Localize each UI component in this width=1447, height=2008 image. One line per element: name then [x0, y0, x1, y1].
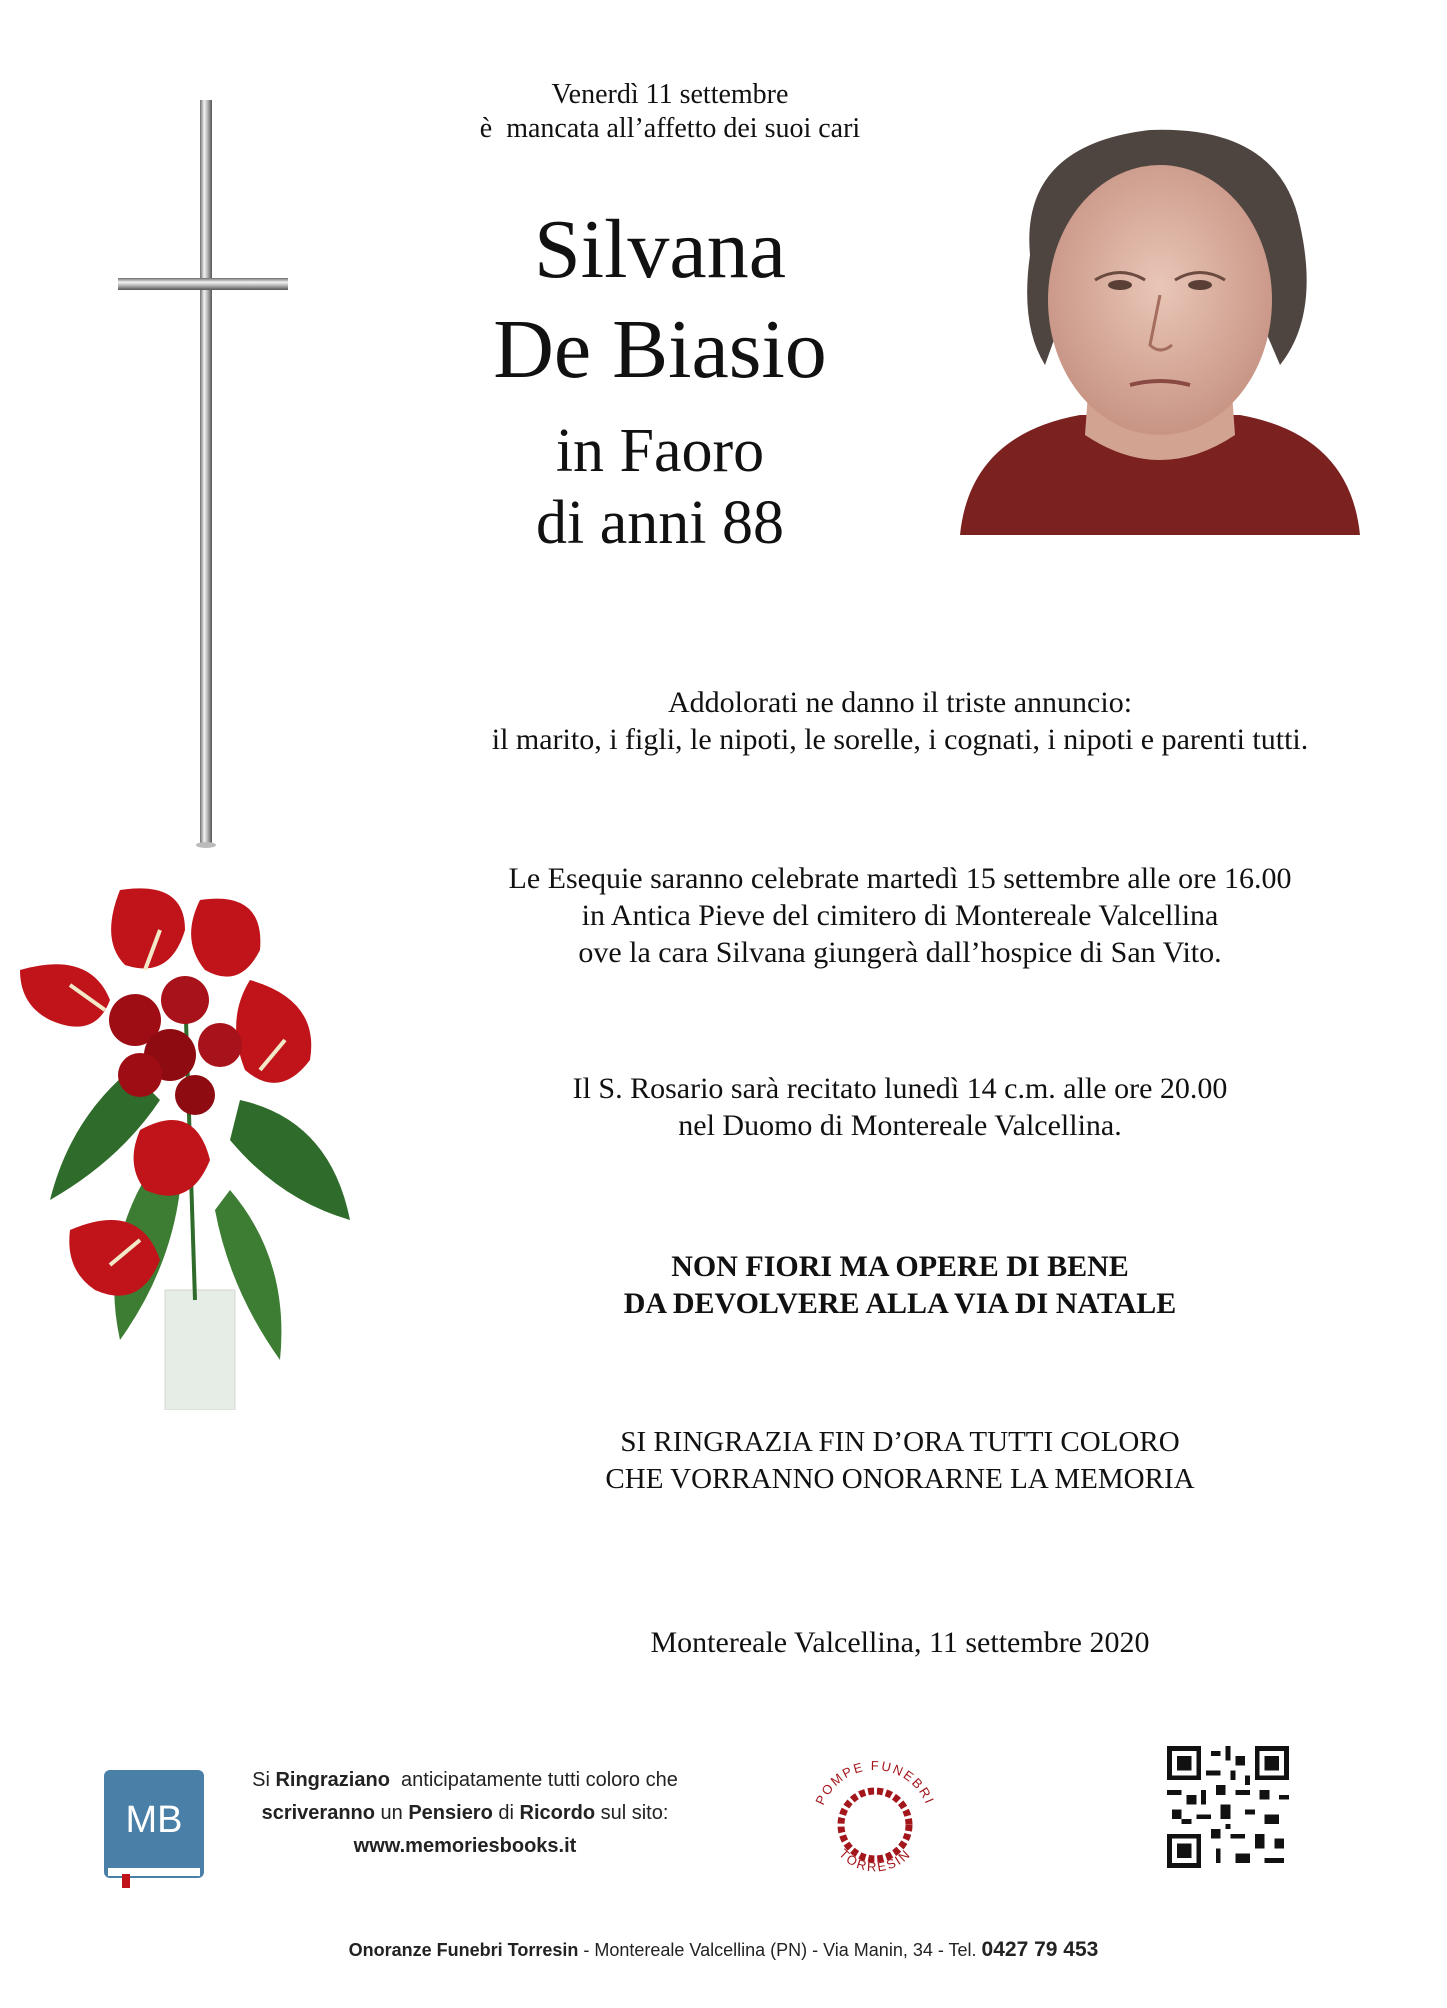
funeral-paragraph: [380, 860, 1420, 971]
deceased-name: [400, 200, 920, 400]
company-phone[interactable]: 0427 79 453: [981, 1938, 1099, 1961]
deceased-portrait: [950, 105, 1370, 555]
svg-text:POMPE FUNEBRI: [812, 1758, 937, 1807]
text-line: Addolorati ne danno il triste annuncio:: [667, 686, 1133, 719]
text-span: scriveranno: [261, 1802, 375, 1824]
mb-logo-text: MB: [125, 1799, 183, 1841]
text-line: SI RINGRAZIA FIN D’ORA TUTTI COLORO: [620, 1426, 1180, 1458]
text-span: di: [492, 1802, 520, 1824]
memoriesbooks-text: [205, 1764, 725, 1863]
thanks-paragraph: [380, 1424, 1420, 1498]
company-name: Onoranze Funebri Torresin: [348, 1940, 579, 1960]
text-line: CHE VORRANNO ONORARNE LA MEMORIA: [605, 1463, 1195, 1495]
text-line: Le Esequie saranno celebrate martedì 15 settembre alle ore 16.00: [508, 862, 1292, 895]
footer-contact-line: [0, 1938, 1447, 1962]
logo-bottom-text: TORRESIN: [836, 1845, 914, 1875]
place-date: Montereale Valcellina, 11 settembre 2020: [650, 1626, 1150, 1659]
first-name: Silvana: [534, 203, 786, 296]
text-span: Ringraziano: [275, 1769, 390, 1791]
text-line: Il S. Rosario sarà recitato lunedì 14 c.m. alle ore 20.00: [572, 1072, 1228, 1105]
text-span: Pensiero: [408, 1802, 493, 1824]
text-line: NON FIORI MA OPERE DI BENE: [671, 1250, 1129, 1283]
text-span: Si: [252, 1769, 276, 1791]
last-name: De Biasio: [493, 303, 827, 396]
flowers-image: [10, 870, 380, 1410]
text-span: sul sito:: [595, 1802, 669, 1824]
mb-line-2: [205, 1797, 725, 1830]
age-line: di anni 88: [536, 489, 784, 557]
pompe-funebri-logo-icon: [800, 1745, 950, 1895]
logo-top-text: POMPE FUNEBRI: [812, 1757, 938, 1808]
rosary-paragraph: [380, 1070, 1420, 1144]
date-line: Venerdì 11 settembre: [551, 79, 789, 110]
announcement-paragraph: [380, 684, 1420, 758]
cross-icon: [118, 100, 298, 870]
intro-block: [420, 78, 920, 146]
memoriesbooks-logo-icon: [104, 1770, 204, 1888]
url-text[interactable]: www.memoriesbooks.it: [353, 1835, 577, 1857]
intro-line: è mancata all’affetto dei suoi cari: [479, 113, 861, 144]
deceased-details: [400, 415, 920, 559]
text-span: anticipatamente tutti coloro che: [389, 1769, 678, 1791]
text-span: Ricordo: [519, 1802, 596, 1824]
text-line: ove la cara Silvana giungerà dall’hospice di San Vito.: [578, 936, 1222, 969]
no-flowers-paragraph: [380, 1248, 1420, 1322]
married-name: in Faoro: [555, 417, 765, 485]
memoriesbooks-url[interactable]: [205, 1830, 725, 1863]
company-address: - Montereale Valcellina (PN) - Via Manin, 34 - Tel.: [578, 1940, 982, 1960]
text-line: il marito, i figli, le nipoti, le sorelle, i cognati, i nipoti e parenti tutti.: [491, 723, 1309, 756]
text-span: un: [374, 1802, 409, 1824]
text-line: in Antica Pieve del cimitero di Montereale Valcellina: [581, 899, 1219, 932]
text-line: nel Duomo di Montereale Valcellina.: [678, 1109, 1122, 1142]
svg-text:TORRESIN: [836, 1846, 914, 1875]
mb-line-1: [205, 1764, 725, 1797]
text-line: DA DEVOLVERE ALLA VIA DI NATALE: [623, 1287, 1177, 1320]
qr-code-icon[interactable]: [1167, 1746, 1289, 1868]
